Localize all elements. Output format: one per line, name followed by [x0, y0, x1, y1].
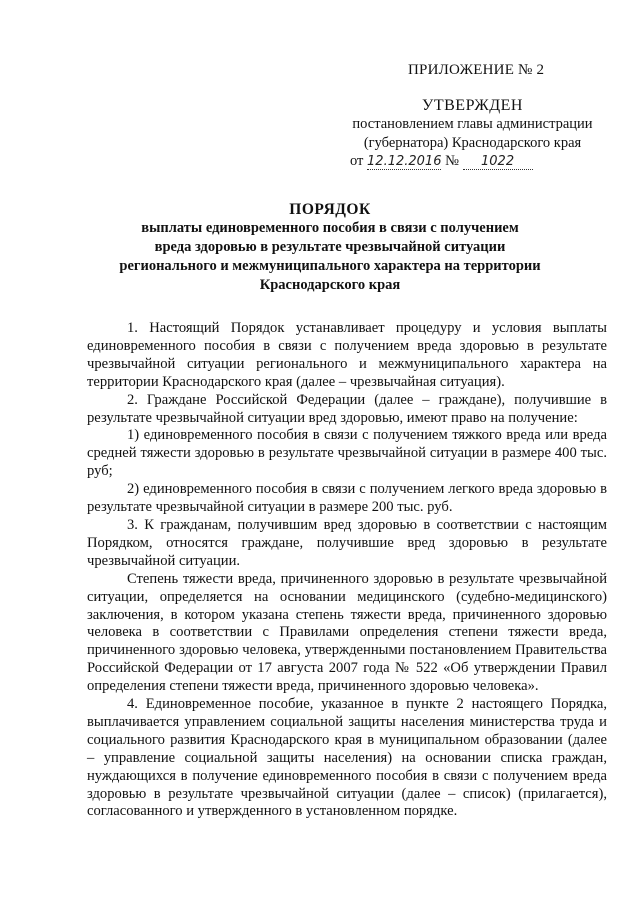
document-body [87, 320, 607, 821]
approval-line: постановлением главы администрации [352, 116, 593, 132]
paragraph: 3. К гражданам, получившим вред здоровью в соответствии с настоящим Порядком, относятся граждане, получившие вред здоровью в результате чрезвычайной ситуации. [87, 516, 607, 569]
approved-title: УТВЕРЖДЕН [422, 97, 523, 114]
paragraph: 2. Граждане Российской Федерации (далее – граждане), получившие в результате чрезвычайной ситуации вред здоровью, имеют право на получение: [87, 391, 607, 426]
handwritten-date: 12.12.2016 [367, 154, 442, 169]
title-line: вреда здоровью в результате чрезвычайной ситуации [154, 239, 506, 255]
title-main: ПОРЯДОК [289, 201, 371, 218]
approval-line: (губернатора) Краснодарского края [363, 135, 582, 151]
paragraph: 4. Единовременное пособие, указанное в пункте 2 настоящего Порядка, выплачивается управлением социальной защиты населения министерства труда и социального развития Краснодарского края в муниципальном образовании (далее – управление социальной защиты населения) на основании списка граждан, нуждающихся в получение единовременного пособия в связи с получением вреда здоровью в результате чрезвычайной ситуации (далее – список) (прилагается), согласованного и утвержденного в установленном порядке. [87, 696, 607, 820]
annex-label: ПРИЛОЖЕНИЕ № 2 [408, 62, 545, 78]
date-prefix: от [350, 153, 364, 169]
date-number-line [350, 153, 610, 170]
approval-block [340, 96, 605, 153]
paragraph: 1. Настоящий Порядок устанавливает процедуру и условия выплаты единовременного пособия в связи с получением вреда здоровью в результате чрезвычайной ситуации регионального и межмуниципального характера на территории Краснодарского края (далее – чрезвычайная ситуация). [87, 320, 607, 390]
title-line: Краснодарского края [259, 277, 401, 293]
paragraph: 2) единовременного пособия в связи с получением легкого вреда здоровью в результате чрезвычайной ситуации в размере 200 тыс. руб. [87, 481, 607, 516]
title-line: регионального и межмуниципального характера на территории [119, 258, 541, 274]
paragraph: 1) единовременного пособия в связи с получением тяжкого вреда или вреда средней тяжести здоровью в результате чрезвычайной ситуации в размере 400 тыс. руб; [87, 427, 607, 480]
paragraph: Степень тяжести вреда, причиненного здоровью в результате чрезвычайной ситуации, определяется на основании медицинского (судебно-медицинского) заключения, в котором указана степень тяжести вреда, причиненного здоровью человека в соответствии с Правилами определения степени тяжести вреда, причиненного здоровью человека, утвержденными постановлением Правительства Российской Федерации от 17 августа 2007 года № 522 «Об утверждении Правил определения степени тяжести вреда, причиненного здоровью человека». [87, 570, 607, 695]
number-prefix: № [445, 153, 459, 169]
handwritten-number: 1022 [463, 154, 533, 170]
document-title [80, 200, 580, 295]
title-line: выплаты единовременного пособия в связи с получением [141, 220, 519, 236]
